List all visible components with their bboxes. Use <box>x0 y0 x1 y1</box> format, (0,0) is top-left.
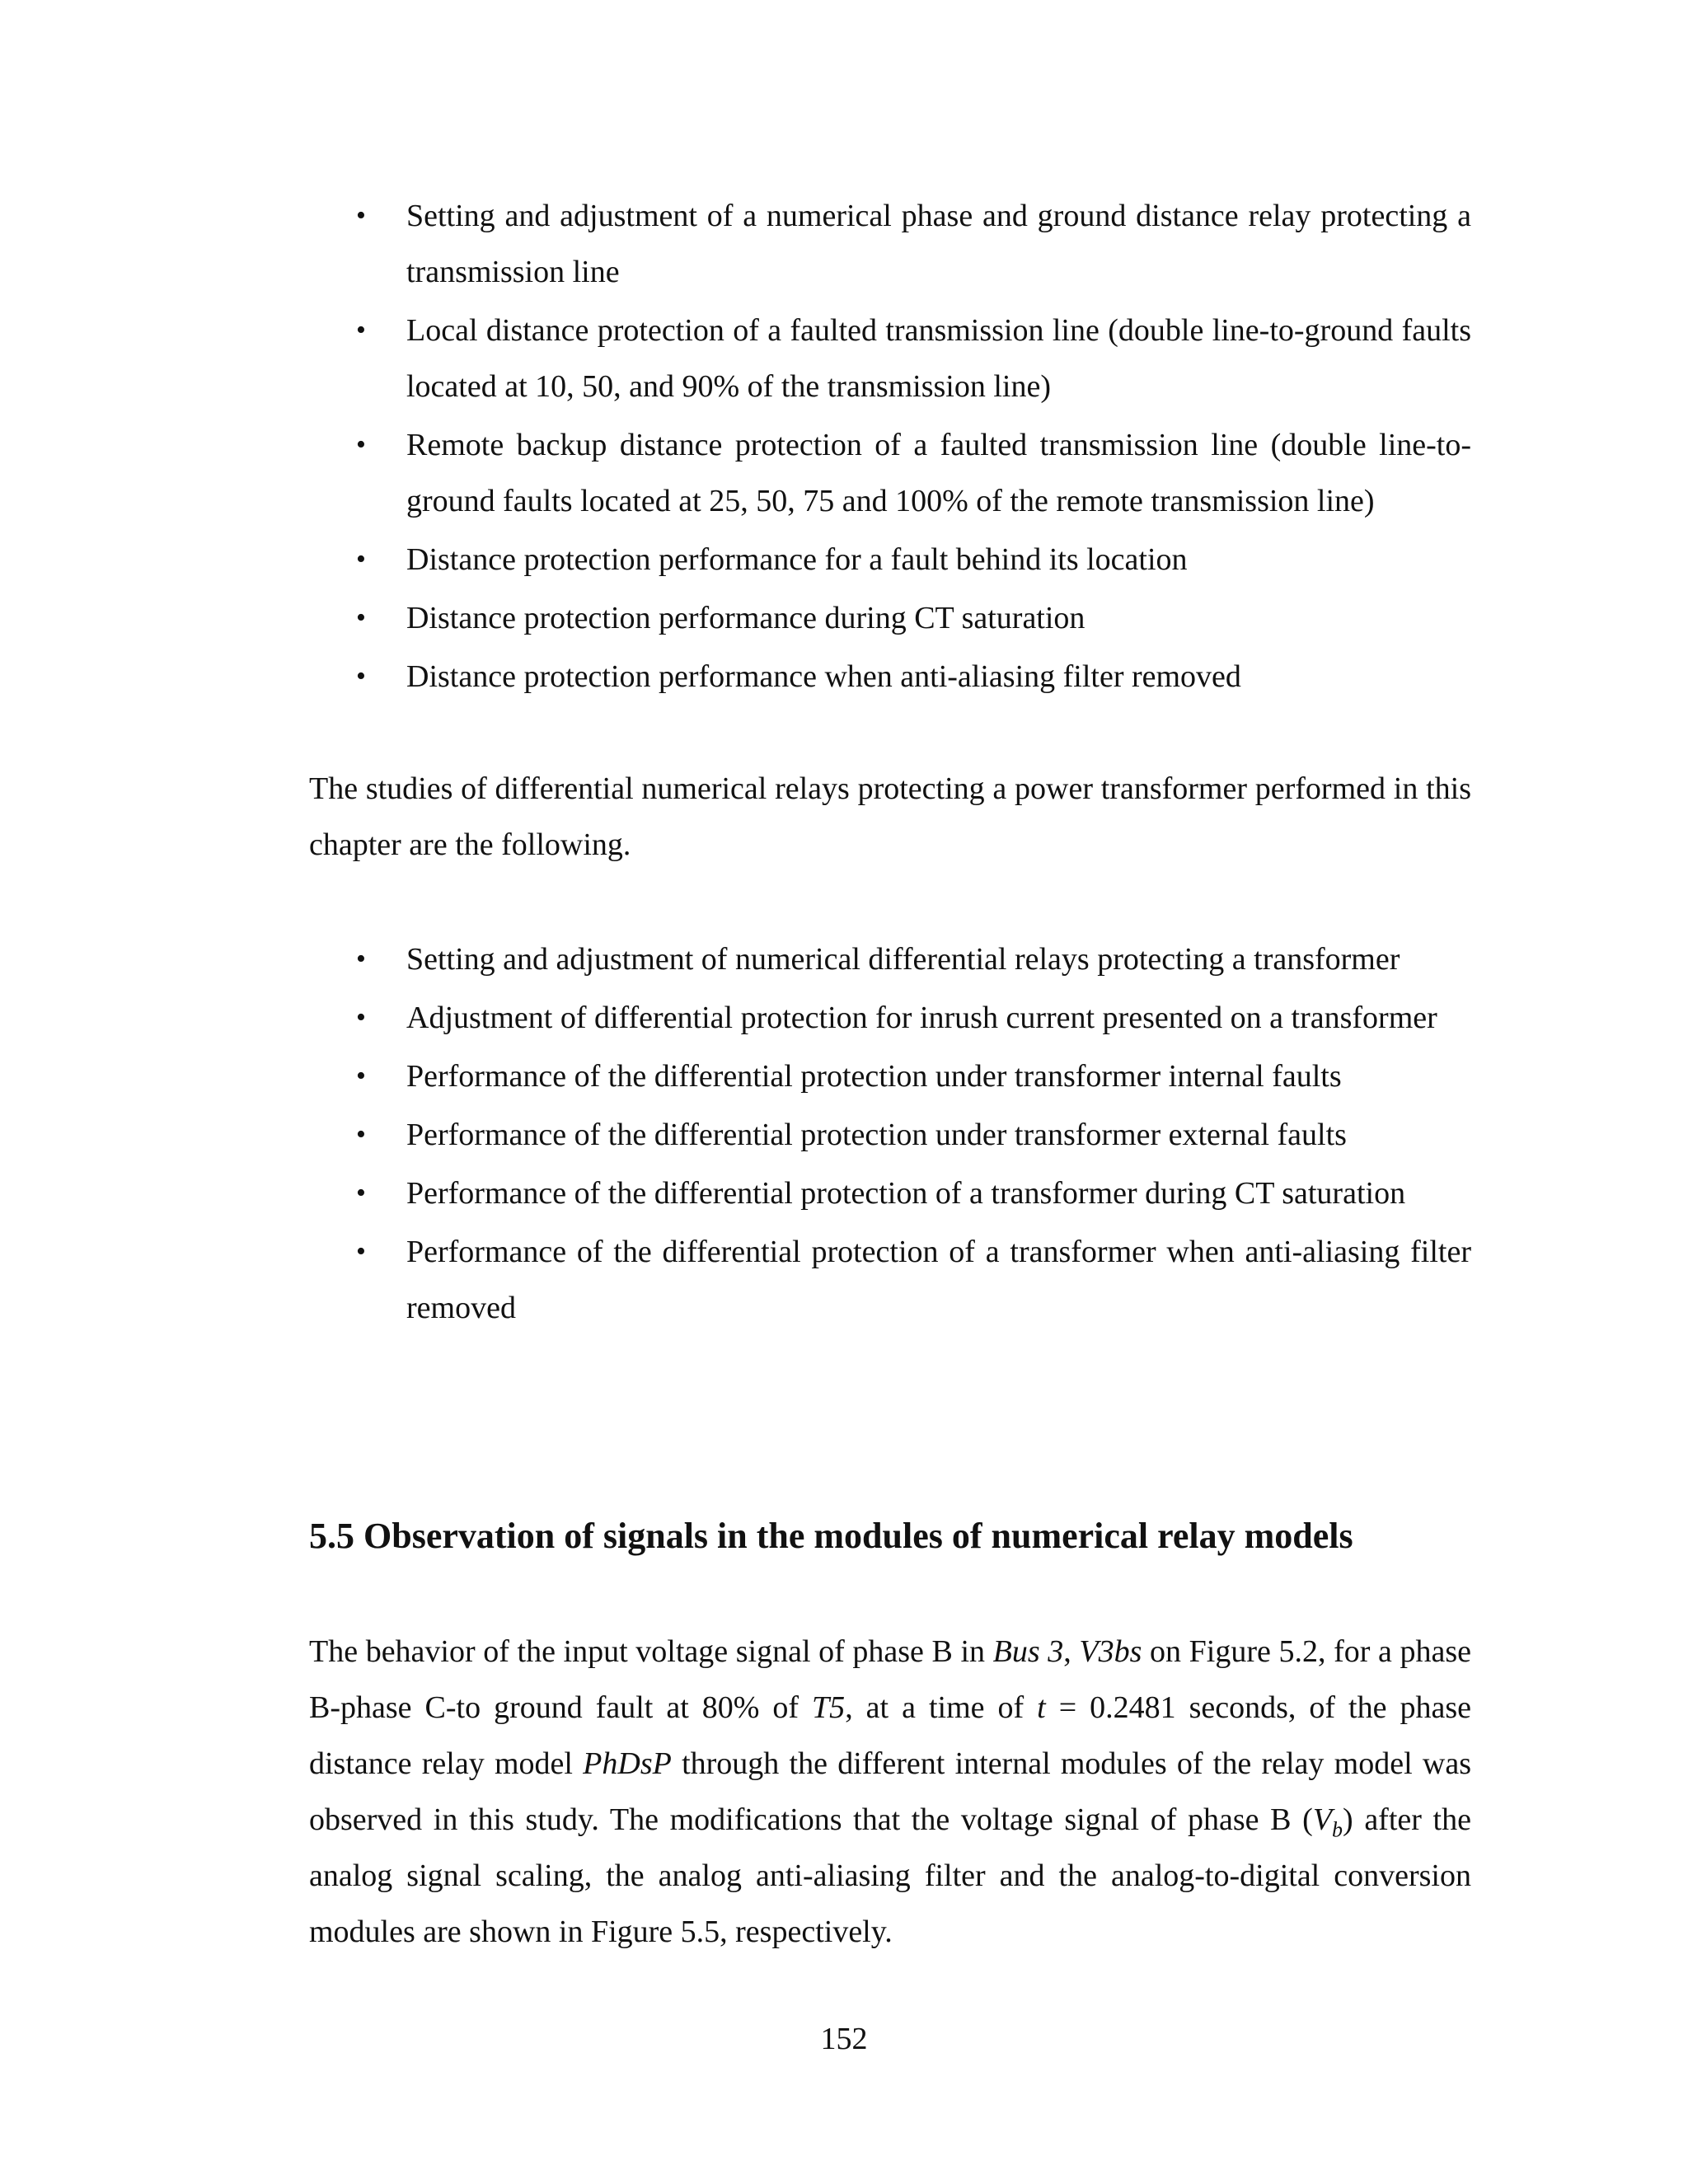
list-item-text: Adjustment of differential protection for inrush current presented on a transformer <box>406 1001 1437 1035</box>
list-item <box>309 1048 1471 1104</box>
list-item-text: Setting and adjustment of a numerical phase and ground distance relay protecting a transmission line <box>406 199 1471 289</box>
section-heading: 5.5 Observation of signals in the modules of numerical relay models <box>309 1516 1353 1556</box>
intro-paragraph: The studies of differential numerical relays protecting a power transformer performed in this chapter are the following. <box>309 771 1471 862</box>
distance-studies-list <box>309 188 1471 705</box>
body-text-5: = 0.2481 seconds, of the phase distance relay model <box>309 1690 1471 1781</box>
body-text-3: on Figure 5.2, for a phase B-phase C-to ground fault at 80% of <box>309 1634 1472 1725</box>
list-item-text: Remote backup distance protection of a faulted transmission line (double line-to-ground faults located at 25, 50, 75 and 100% of the remote transmission line) <box>406 428 1471 518</box>
voltage-subscript: b <box>1332 1817 1343 1842</box>
list-item-text: Distance protection performance when anti-aliasing filter removed <box>406 659 1241 694</box>
bullet-icon: • <box>356 1178 366 1208</box>
list-item <box>309 1224 1471 1336</box>
bullet-icon: • <box>356 200 366 231</box>
bullet-icon: • <box>356 602 366 633</box>
list-item-text: Performance of the differential protection under transformer internal faults <box>406 1059 1342 1094</box>
list-item <box>309 532 1471 588</box>
list-item-text: Setting and adjustment of numerical differential relays protecting a transformer <box>406 942 1400 977</box>
body-text-7: ) after the analog signal scaling, the analog anti-aliasing filter and the analog-to-digital conversion modules are shown in Figure 5.5, respectively. <box>309 1802 1471 1949</box>
list-item <box>309 590 1471 646</box>
list-item-text: Performance of the differential protection under transformer external faults <box>406 1118 1347 1152</box>
bullet-icon: • <box>356 661 366 691</box>
bullet-icon: • <box>356 944 366 974</box>
body-block <box>309 1624 1471 1960</box>
list-item-text: Distance protection performance for a fault behind its location <box>406 542 1188 577</box>
phdsp-label: PhDsP <box>583 1746 672 1781</box>
body-text-1: The behavior of the input voltage signal of phase B in <box>309 1634 993 1669</box>
bullet-icon: • <box>356 1236 366 1267</box>
time-variable: t <box>1037 1690 1046 1725</box>
voltage-symbol: V <box>1312 1802 1333 1837</box>
list-item <box>309 1107 1471 1163</box>
t5-label: T5 <box>812 1690 846 1725</box>
differential-studies-list <box>309 931 1471 1336</box>
intro-block <box>309 761 1471 873</box>
list-item <box>309 1165 1471 1221</box>
page-number: 152 <box>820 2022 868 2056</box>
body-paragraph <box>309 1624 1471 1960</box>
bullet-icon: • <box>356 544 366 574</box>
list-item <box>309 990 1471 1046</box>
list-item <box>309 649 1471 705</box>
list-item-text: Performance of the differential protection of a transformer when anti-aliasing filter removed <box>406 1235 1471 1325</box>
bullet-icon: • <box>356 1119 366 1150</box>
body-text-2: , <box>1063 1634 1080 1669</box>
list-item <box>309 931 1471 987</box>
body-text-4: , at a time of <box>845 1690 1038 1725</box>
bullet-icon: • <box>356 1061 366 1091</box>
list-item <box>309 417 1471 529</box>
list-item <box>309 188 1471 300</box>
list-item <box>309 302 1471 415</box>
list-item-text: Local distance protection of a faulted transmission line (double line-to-ground faults located at 10, 50, and 90% of the transmission line) <box>406 313 1471 404</box>
differential-studies-block <box>309 931 1471 1338</box>
bullet-icon: • <box>356 429 366 460</box>
bullet-icon: • <box>356 1002 366 1033</box>
list-item-text: Performance of the differential protection of a transformer during CT saturation <box>406 1176 1406 1211</box>
bus-label: Bus 3 <box>992 1634 1064 1669</box>
v3bs-label: V3bs <box>1079 1634 1142 1669</box>
list-item-text: Distance protection performance during CT saturation <box>406 601 1085 635</box>
body-text-6: through the different internal modules of the relay model was observed in this study. The modifications that the voltage signal of phase B ( <box>309 1746 1471 1837</box>
distance-studies-block <box>309 188 1471 707</box>
bullet-icon: • <box>356 315 366 345</box>
